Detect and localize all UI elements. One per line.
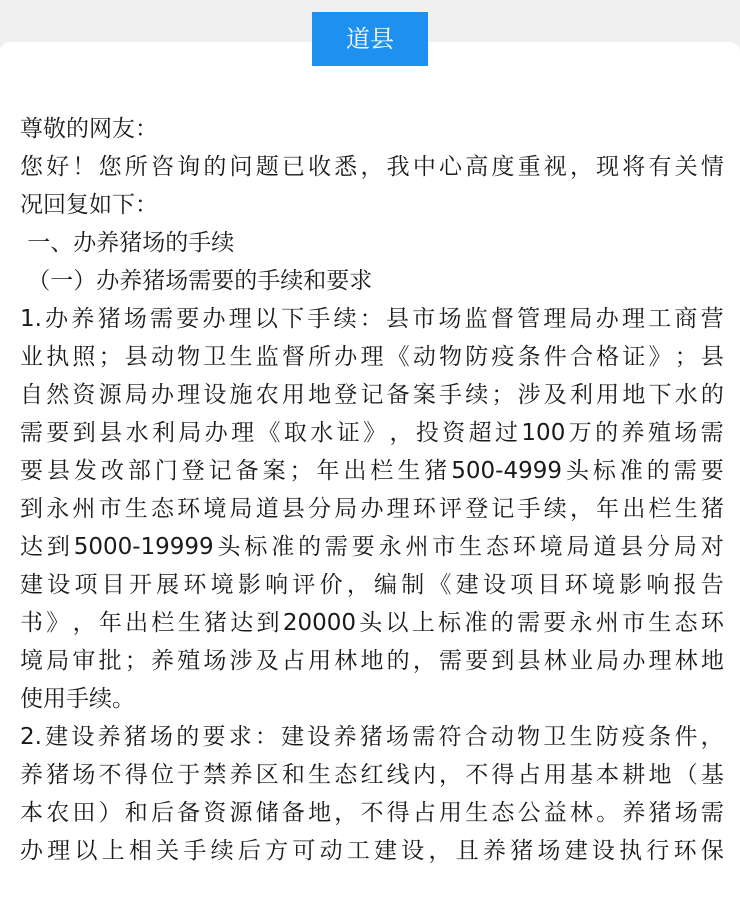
- reply-line: 养 猪 场 不 得 位 于 禁 养 区 和 生 态 红 线 内 ， 不 得 占 用 基 本 耕 地 （ 基: [20, 762, 724, 788]
- reply-line: 本 农 田 ） 和 后 备 资 源 储 备 地 ， 不 得 占 用 生 态 公 益 林 。 养 猪 场 需: [20, 800, 724, 826]
- reply-line: 建 设 项 目 开 展 环 境 影 响 评 价 ， 编 制 《 建 设 项 目 环 境 影 响 报 告: [20, 572, 724, 598]
- reply-content: [20, 110, 724, 870]
- reply-line: （一）办养猪场需要的手续和要求: [20, 268, 373, 294]
- reply-line: 1. 办 养 猪 场 需 要 办 理 以 下 手 续 ： 县 市 场 监 督 管 理 局 办 理 工 商 营: [20, 306, 724, 332]
- reply-line: 使用手续。: [20, 686, 135, 712]
- reply-line: 尊敬的网友：: [20, 116, 158, 142]
- reply-line: 2. 建 设 养 猪 场 的 要 求 ： 建 设 养 猪 场 需 符 合 动 物 卫 生 防 疫 条 件 ，: [20, 724, 724, 750]
- reply-line: 达 到 5000-19999 头 标 准 的 需 要 永 州 市 生 态 环 境 局 道 县 分 局 对: [20, 534, 724, 560]
- reply-line: 自 然 资 源 局 办 理 设 施 农 用 地 登 记 备 案 手 续 ； 涉 及 利 用 地 下 水 的: [20, 382, 724, 408]
- reply-line: 书 》 ， 年 出 栏 生 猪 达 到 20000 头 以 上 标 准 的 需 要 永 州 市 生 态 环: [20, 610, 724, 636]
- reply-line: 需 要 到 县 水 利 局 办 理 《 取 水 证 》 ， 投 资 超 过 100 万 的 养 殖 场 需: [20, 420, 724, 446]
- reply-line: 一、办养猪场的手续: [20, 230, 235, 256]
- reply-line: 要 县 发 改 部 门 登 记 备 案 ； 年 出 栏 生 猪 500-4999 头 标 准 的 需 要: [20, 458, 724, 484]
- reply-line: 业 执 照 ； 县 动 物 卫 生 监 督 所 办 理 《 动 物 防 疫 条 件 合 格 证 》 ； 县: [20, 344, 724, 370]
- reply-line: 办 理 以 上 相 关 手 续 后 方 可 动 工 建 设 ， 且 养 猪 场 建 设 执 行 环 保: [20, 838, 724, 864]
- reply-line: 境 局 审 批 ； 养 殖 场 涉 及 占 用 林 地 的 ， 需 要 到 县 林 业 局 办 理 林 地: [20, 648, 724, 674]
- county-badge: 道县: [312, 12, 428, 66]
- reply-line: 况回复如下：: [20, 192, 158, 218]
- reply-line: 您 好 ！ 您 所 咨 询 的 问 题 已 收 悉 ， 我 中 心 高 度 重 视 ， 现 将 有 关 情: [20, 154, 724, 180]
- reply-line: 到 永 州 市 生 态 环 境 局 道 县 分 局 办 理 环 评 登 记 手 续 ， 年 出 栏 生 猪: [20, 496, 724, 522]
